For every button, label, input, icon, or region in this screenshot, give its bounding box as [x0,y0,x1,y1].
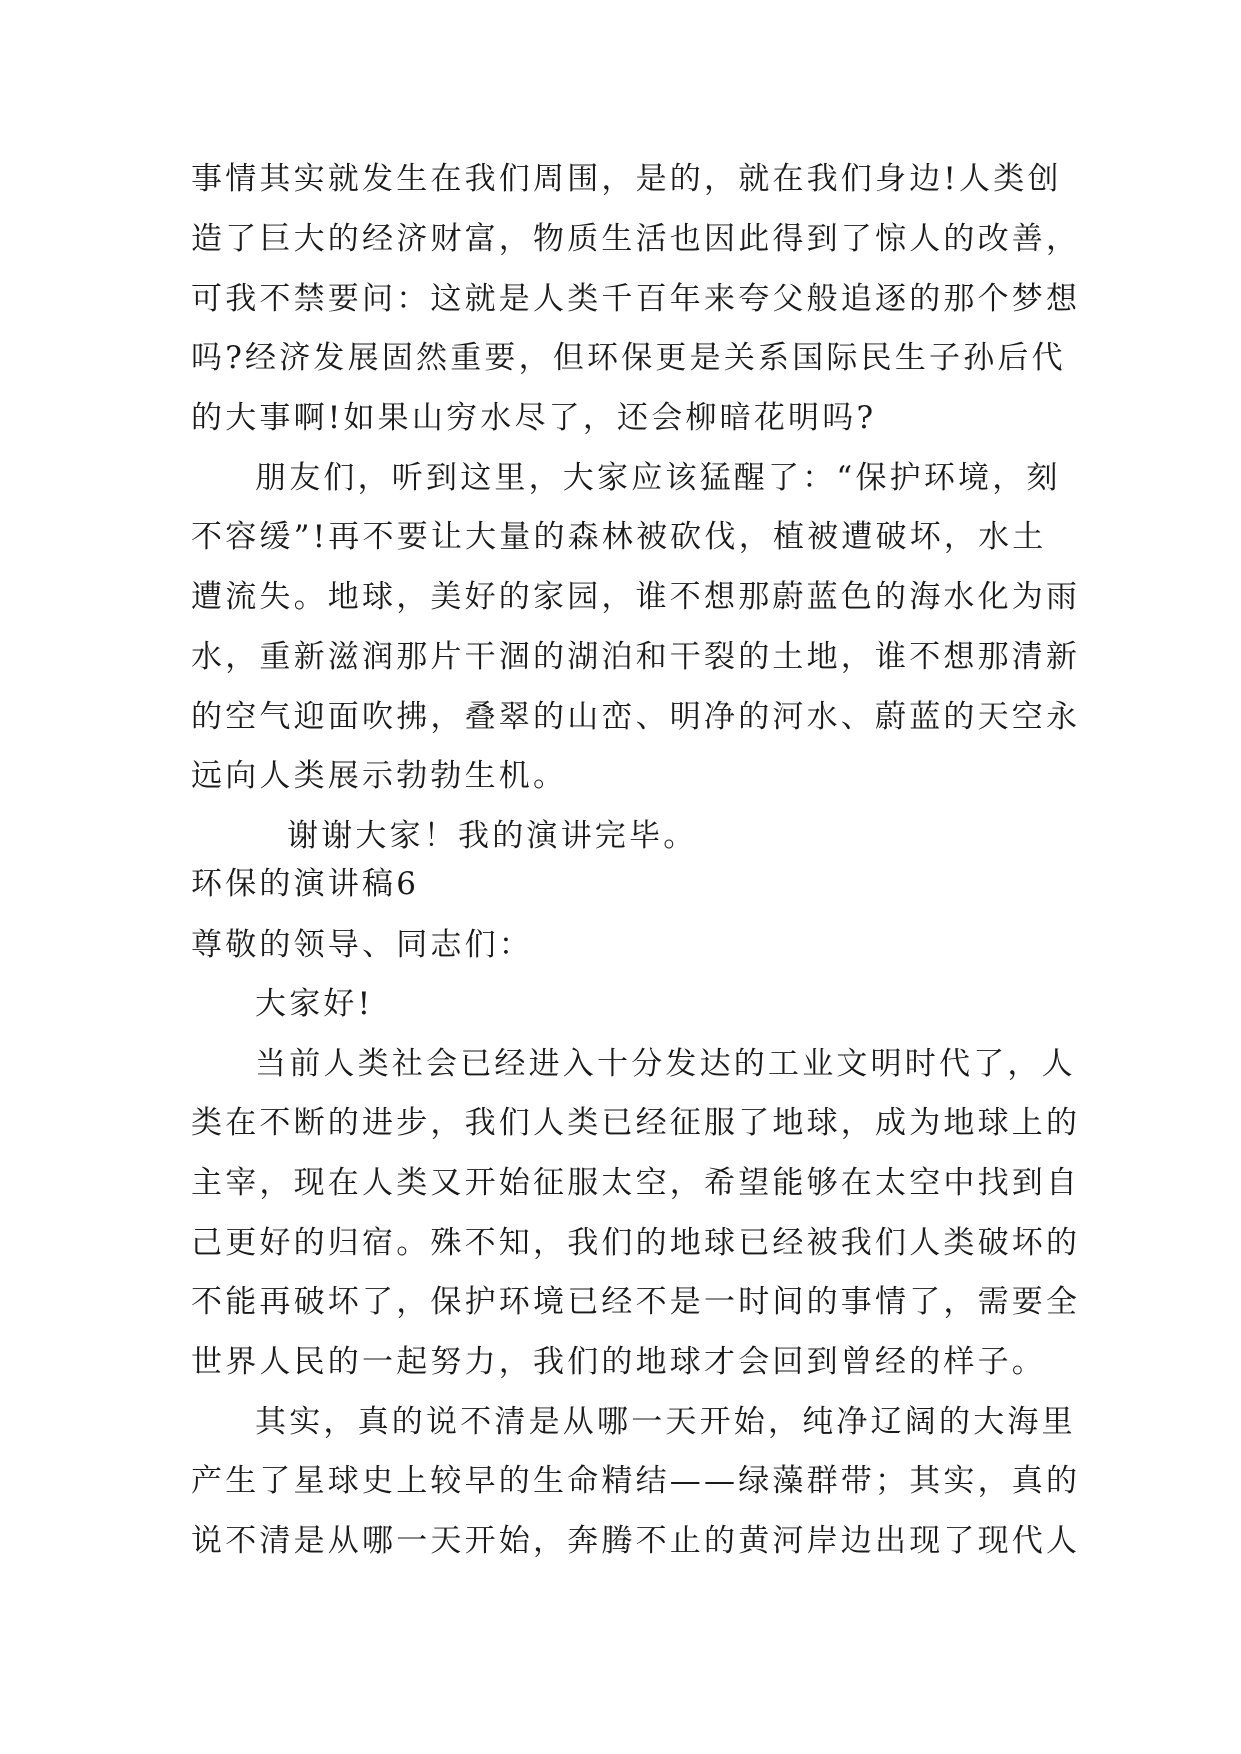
text-line: 事情其实就发生在我们周围，是的，就在我们身边!人类创 [191,161,1062,197]
text-line: 其实，真的说不清是从哪一天开始，纯净辽阔的大海里 [255,1404,1076,1440]
text-line: 不能再破坏了，保护环境已经不是一时间的事情了，需要全 [191,1284,1081,1320]
text-line: 己更好的归宿。殊不知，我们的地球已经被我们人类破坏的 [191,1225,1081,1261]
text-line: 说不清是从哪一天开始，奔腾不止的黄河岸边出现了现代人 [191,1523,1081,1559]
text-line: 朋友们，听到这里，大家应该猛醒了：“保护环境，刻 [255,460,1061,496]
text-line: 的空气迎面吹拂，叠翠的山峦、明净的河水、蔚蓝的天空永 [191,699,1081,735]
text-line: 远向人类展示勃勃生机。 [191,758,568,794]
text-line: 当前人类社会已经进入十分发达的工业文明时代了，人 [255,1046,1076,1082]
salutation: 尊敬的领导、同志们： [191,927,533,963]
text-line: 世界人民的一起努力，我们的地球才会回到曾经的样子。 [191,1344,1046,1380]
greeting: 大家好! [255,986,374,1022]
text-line: 主宰，现在人类又开始征服太空，希望能够在太空中找到自 [191,1165,1081,1201]
text-line: 谢谢大家！我的演讲完毕。 [287,818,698,854]
text-line: 的大事啊!如果山穷水尽了，还会柳暗花明吗? [191,400,877,436]
text-line: 产生了星球史上较早的生命精结——绿藻群带；其实，真的 [191,1463,1081,1499]
text-line: 可我不禁要问：这就是人类千百年来夸父般追逐的那个梦想 [191,281,1081,317]
text-line: 水，重新滋润那片干涸的湖泊和干裂的土地，谁不想那清新 [191,639,1081,675]
text-line: 遭流失。地球，美好的家园，谁不想那蔚蓝色的海水化为雨 [191,579,1081,615]
text-line: 类在不断的进步，我们人类已经征服了地球，成为地球上的 [191,1105,1081,1141]
text-line: 吗?经济发展固然重要，但环保更是关系国际民生子孙后代 [191,340,1066,376]
section-heading: 环保的演讲稿6 [191,866,420,902]
text-line: 造了巨大的经济财富，物质生活也因此得到了惊人的改善， [191,221,1081,257]
text-line: 不容缓”!再不要让大量的森林被砍伐，植被遭破坏，水土 [191,519,1047,555]
